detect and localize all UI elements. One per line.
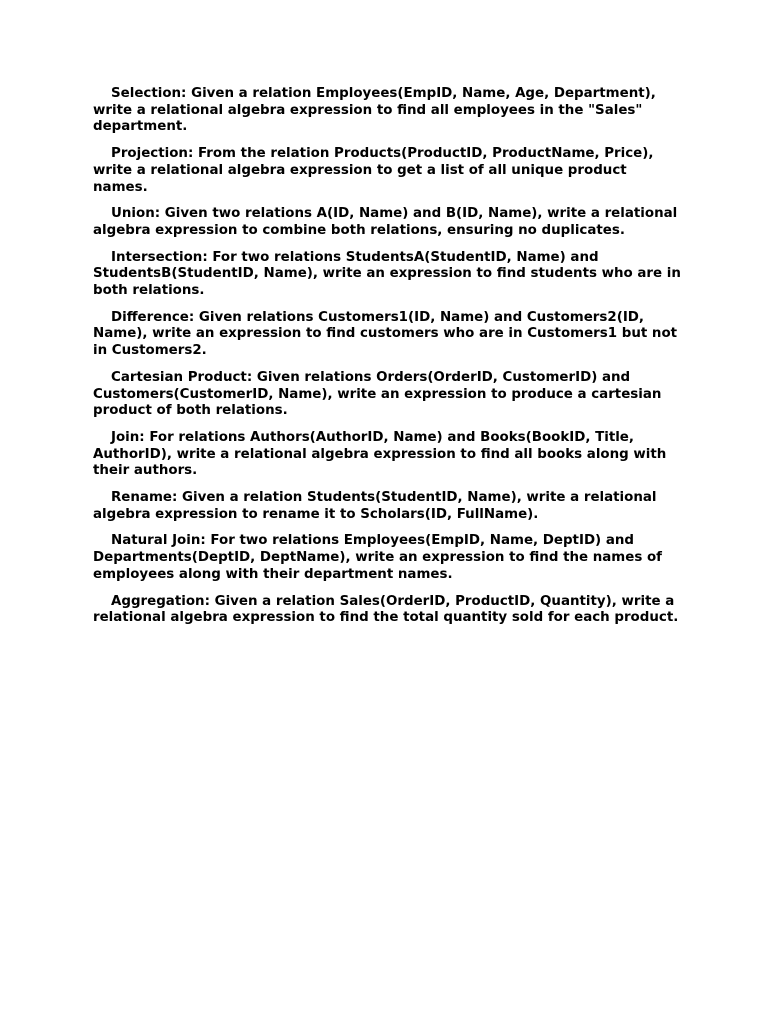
list-item [93, 533, 683, 583]
list-item-text: Projection: From the relation Products(ProductID, ProductName, Price), write a relational algebra expression to get a list of all unique product names. [93, 146, 654, 195]
list-item-text: Union: Given two relations A(ID, Name) and B(ID, Name), write a relational algebra expression to combine both relations, ensuring no duplicates. [93, 206, 678, 238]
list-item [93, 310, 683, 360]
list-item [93, 146, 683, 196]
list-item-text: Cartesian Product: Given relations Orders(OrderID, CustomerID) and Customers(CustomerID, Name), write an expression to produce a cartesian product of both relations. [93, 369, 662, 419]
list-item [93, 206, 683, 239]
list-item [93, 370, 683, 420]
list-item [93, 86, 683, 136]
list-item-text: Intersection: For two relations StudentsA(StudentID, Name) and StudentsB(StudentID, Name), write an expression to find students who are in both relations. [93, 249, 681, 299]
list-item-text: Aggregation: Given a relation Sales(OrderID, ProductID, Quantity), write a relational algebra expression to find the total quantity sold for each product. [93, 593, 679, 626]
list-item-text: Natural Join: For two relations Employees(EmpID, Name, DeptID) and Departments(DeptID, DeptName), write an expression to find the names of employees along with their department names. [93, 533, 663, 582]
list-item-text: Difference: Given relations Customers1(ID, Name) and Customers2(ID, Name), write an expression to find customers who are in Customers1 but not in Customers2. [93, 309, 678, 359]
list-item [93, 250, 683, 300]
document-page [93, 86, 683, 637]
list-item-text: Join: For relations Authors(AuthorID, Name) and Books(BookID, Title, AuthorID), write a relational algebra expression to find all books along with their authors. [93, 429, 667, 479]
list-item [93, 490, 683, 523]
list-item [93, 430, 683, 480]
list-item-text: Rename: Given a relation Students(StudentID, Name), write a relational algebra expression to rename it to Scholars(ID, FullName). [93, 490, 657, 522]
list-item [93, 594, 683, 627]
list-item-text: Selection: Given a relation Employees(EmpID, Name, Age, Department), write a relational algebra expression to find all employees in the "Sales" department. [93, 86, 656, 135]
